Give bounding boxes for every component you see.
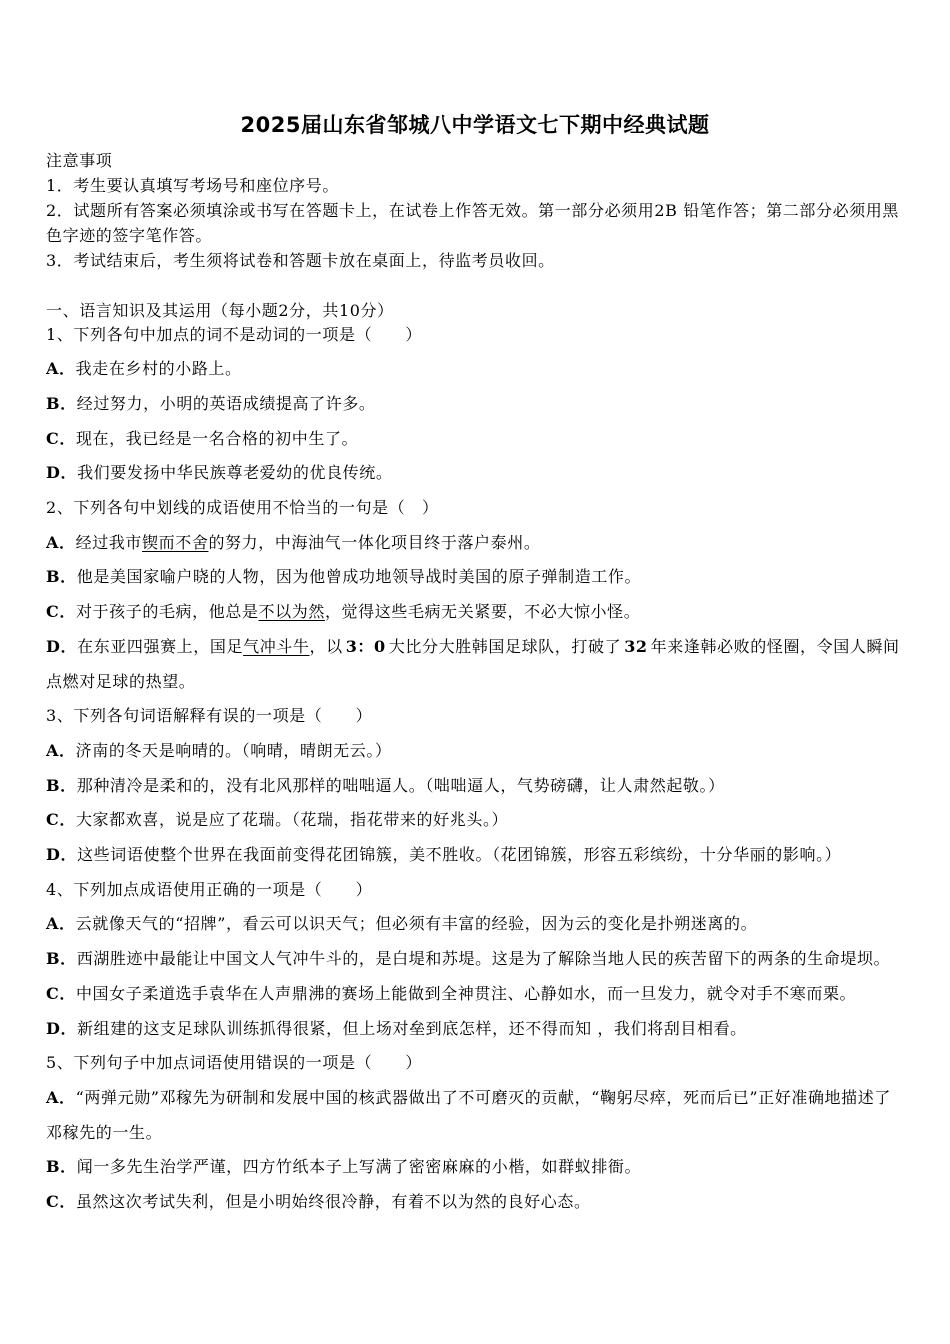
option-text: 这些词语使整个世界在我面前变得花团锦簇，美不胜收。（花团锦簇，形容五彩缤纷，十分华丽的影响。） <box>77 845 842 865</box>
option-label: D． <box>46 845 78 865</box>
option-text: 大比分大胜韩国足球队，打破了 <box>388 636 622 656</box>
option-b <box>46 1150 905 1185</box>
option-b <box>46 560 905 595</box>
option-d <box>46 1012 905 1047</box>
option-label: B． <box>46 1157 77 1177</box>
notice-heading: 注意事项 <box>46 151 113 170</box>
option-text: 在东亚四强赛上，国足 <box>77 636 244 656</box>
underlined-idiom: 不以为然 <box>258 602 325 622</box>
option-text: ，以 <box>309 636 343 656</box>
option-text: 年来逢韩必败的怪圈，令国人瞬间点燃对足球的热望。 <box>46 636 900 691</box>
option-label: D． <box>46 1018 78 1038</box>
option-label: A． <box>46 1087 76 1107</box>
question-stem: 1、下列各句中加点的词不是动词的一项是（ ） <box>46 324 422 344</box>
option-c <box>46 803 905 838</box>
option-b <box>46 387 905 422</box>
document-body <box>46 148 905 1220</box>
question-1 <box>46 318 905 492</box>
option-c <box>46 977 905 1012</box>
option-a <box>46 1081 905 1150</box>
option-text: 经过我市 <box>75 532 143 552</box>
option-text: 我们要发扬中华民族尊老爱幼的优良传统。 <box>77 463 393 483</box>
option-label: C． <box>46 1192 76 1212</box>
years-number: 32 <box>624 636 648 656</box>
option-label: A． <box>46 532 76 552</box>
option-text: 西湖胜迹中最能让中国文人气冲牛斗的，是白堤和苏堤。这是为了解除当地人民的疾苦留下的两条的生命堤坝。 <box>76 949 891 969</box>
option-a <box>46 734 905 769</box>
option-label: C． <box>46 602 76 622</box>
option-label: C． <box>46 428 76 448</box>
underlined-idiom: 锲而不舍 <box>142 532 209 552</box>
option-a <box>46 907 905 942</box>
option-text: 闻一多先生治学严谨，四方竹纸本子上写满了密密麻麻的小楷，如群蚁排衙。 <box>76 1157 642 1177</box>
option-a <box>46 352 905 387</box>
option-label: B． <box>46 567 77 587</box>
underlined-idiom: 气冲斗牛 <box>243 636 310 656</box>
notice-block <box>46 148 905 273</box>
question-5 <box>46 1046 905 1220</box>
option-text: 大家都欢喜，说是应了花瑞。（花瑞，指花带来的好兆头。） <box>75 810 509 830</box>
option-label: C． <box>46 983 76 1003</box>
option-text: 云就像天气的“招牌”，看云可以识天气；但必须有丰富的经验，因为云的变化是扑朔迷离的。 <box>75 914 758 934</box>
option-label: A． <box>46 359 76 379</box>
option-text: 我走在乡村的小路上。 <box>75 359 242 379</box>
option-label: B． <box>46 949 77 969</box>
notice-item-1: 1．考生要认真填写考场号和座位序号。 <box>46 176 339 195</box>
option-d <box>46 630 905 699</box>
option-text: “两弹元勋”邓稼先为研制和发展中国的核武器做出了不可磨灭的贡献，“鞠躬尽瘁，死而后已”正好准确地描述了邓稼先的一生。 <box>46 1087 891 1142</box>
option-c <box>46 595 905 630</box>
question-3 <box>46 699 905 873</box>
option-label: D． <box>46 636 78 656</box>
question-stem: 5、下列句子中加点词语使用错误的一项是（ ） <box>46 1053 422 1073</box>
option-label: C． <box>46 810 76 830</box>
option-d <box>46 838 905 873</box>
question-2 <box>46 491 905 699</box>
option-a <box>46 526 905 561</box>
option-text: 经过努力，小明的英语成绩提高了许多。 <box>76 393 376 413</box>
question-4 <box>46 873 905 1047</box>
option-b <box>46 942 905 977</box>
option-c <box>46 1185 905 1220</box>
option-text: 现在，我已经是一名合格的初中生了。 <box>75 428 359 448</box>
option-b <box>46 769 905 804</box>
option-label: B． <box>46 775 77 795</box>
option-text: 济南的冬天是响晴的。（响晴，晴朗无云。） <box>75 740 392 760</box>
notice-item-3: 3．考试结束后，考生须将试卷和答题卡放在桌面上，待监考员收回。 <box>46 251 555 270</box>
option-label: A． <box>46 914 76 934</box>
option-d <box>46 456 905 491</box>
option-text: 中国女子柔道选手袁华在人声鼎沸的赛场上能做到全神贯注、心静如水，而一旦发力，就令对手不寒而栗。 <box>75 983 857 1003</box>
option-label: D． <box>46 463 78 483</box>
question-stem: 2、下列各句中划线的成语使用不恰当的一句是（ ） <box>46 498 439 518</box>
option-c <box>46 422 905 457</box>
option-text: ，觉得这些毛病无关紧要，不必大惊小怪。 <box>324 602 641 622</box>
option-text: 对于孩子的毛病，他总是 <box>75 602 259 622</box>
question-stem: 3、下列各句词语解释有误的一项是（ ） <box>46 706 373 726</box>
option-label: A． <box>46 740 76 760</box>
question-stem: 4、下列加点成语使用正确的一项是（ ） <box>46 879 373 899</box>
option-text: 那种清冷是柔和的，没有北风那样的咄咄逼人。（咄咄逼人，气势磅礴，让人肃然起敬。） <box>76 775 725 795</box>
notice-item-2: 2．试题所有答案必须填涂或书写在答题卡上，在试卷上作答无效。第一部分必须用2B 铅笔作答；第二部分必须用黑色字迹的签字笔作答。 <box>46 201 900 245</box>
option-text: 虽然这次考试失利，但是小明始终很冷静，有着不以为然的良好心态。 <box>75 1192 591 1212</box>
option-label: B． <box>46 393 77 413</box>
page-title: 2025届山东省邹城八中学语文七下期中经典试题 <box>240 113 710 137</box>
option-text: 的努力，中海油气一体化项目终于落户泰州。 <box>208 532 541 552</box>
option-text: 他是美国家喻户晓的人物，因为他曾成功地领导战时美国的原子弹制造工作。 <box>76 567 642 587</box>
section-heading: 一、语言知识及其运用（每小题2分，共10分） <box>46 300 394 320</box>
option-text: 新组建的这支足球队训练抓得很紧，但上场对垒到底怎样，还不得而知 ，我们将刮目相看。 <box>77 1018 747 1038</box>
score-text: 3：0 <box>345 636 386 656</box>
